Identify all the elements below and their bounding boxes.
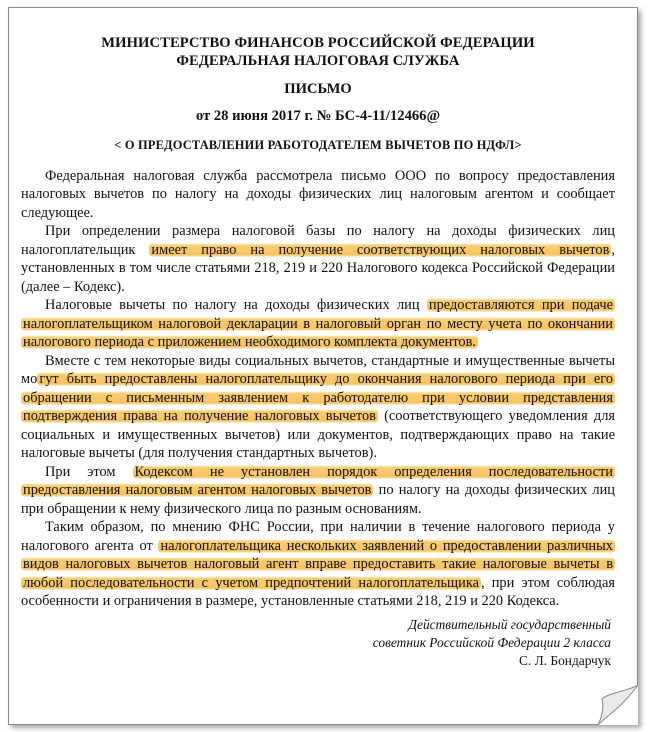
service-name: ФЕДЕРАЛЬНАЯ НАЛОГОВАЯ СЛУЖБА xyxy=(176,53,460,69)
signer-position-line2: советник Российской Федерации 2 класса xyxy=(372,634,611,650)
document-page xyxy=(8,7,638,725)
paragraph xyxy=(21,296,615,352)
paragraph-text: При определении размера налоговой базы по налогу на доходы физических лиц налогоплательщик xyxy=(21,223,615,258)
paragraph-text: Налоговые вычеты по налогу на доходы физических лиц xyxy=(45,297,427,313)
highlighted-text: имеет право на получение соответствующих налоговых вычетов xyxy=(151,241,610,258)
highlighted-text: налогоплательщика нескольких заявлений о предоставлении различных видов налоговых вычетов налоговый агент вправе предоставить такие налоговые вычеты в любой последовательности с учетом предпочтений налогоплательщика xyxy=(23,537,613,591)
document-subject: < О ПРЕДОСТАВЛЕНИИ РАБОТОДАТЕЛЕМ ВЫЧЕТОВ ПО НДФЛ> xyxy=(114,138,522,152)
signer-name: С. Л. Бондарчук xyxy=(518,652,611,668)
ministry-header xyxy=(21,34,615,70)
paragraph xyxy=(21,463,615,519)
signer-position-line1: Действительный государственный xyxy=(408,616,611,632)
highlighted-text: Кодексом не установлен порядок определения последовательности предоставления налоговым агентом налоговых вычетов xyxy=(23,463,613,498)
paragraph-text: (соответствующего уведомления для социальных и имущественных вычетов) или документов, подтверждающих право на такие налоговые вычеты (для получения стандартных вычетов). xyxy=(21,408,615,461)
page-curl-corner xyxy=(598,685,638,725)
paragraph-text: Таким образом, по мнению ФНС России, при наличии в течение налогового периода у налогового агента от xyxy=(21,519,615,554)
document-type: ПИСЬМО xyxy=(284,81,352,97)
letter-body xyxy=(21,167,615,611)
document-date-number: от 28 июня 2017 г. № БС-4-11/12466@ xyxy=(195,107,441,124)
paragraph xyxy=(21,352,615,463)
paragraph-text: Федеральная налоговая служба рассмотрела письмо ООО по вопросу предоставления налоговых вычетов по налогу на доходы физических лиц налоговым агентом и сообщает следующее. xyxy=(21,167,615,221)
paragraph-text: , при этом соблюдая особенности и ограничения в размере, установленные статьями 218, 219 и 220 Кодекса. xyxy=(21,574,615,609)
ministry-name: МИНИСТЕРСТВО ФИНАНСОВ РОССИЙСКОЙ ФЕДЕРАЦИИ xyxy=(101,35,535,51)
paragraph xyxy=(21,167,615,223)
letter-content xyxy=(21,34,615,670)
signature-block xyxy=(21,616,615,670)
paragraph-text: , установленных в том числе статьями 218, 219 и 220 Налогового кодекса Российской Федерации (далее – Кодекс). xyxy=(21,241,615,295)
highlighted-text: гут быть предоставлены налогоплательщику до окончания налогового периода при его обращении с письменным заявлением к работодателю при условии представления подтверждения права на получение налоговых вычетов xyxy=(23,371,613,424)
paragraph-text: Вместе с тем некоторые виды социальных вычетов, стандартные и имущественные вычеты мо xyxy=(21,352,615,387)
paragraph-text: При этом xyxy=(45,463,133,480)
highlighted-text: предоставляются при подаче налогоплательщиком налоговой декларации в налоговый орган по месту учета по окончании налогового периода с приложением необходимого комплекта документов. xyxy=(23,297,613,350)
paragraph xyxy=(21,518,615,611)
paragraph xyxy=(21,222,615,296)
paragraph-text: по налогу на доходы физических лиц при обращении к нему физического лица по разным основаниям. xyxy=(21,482,615,517)
